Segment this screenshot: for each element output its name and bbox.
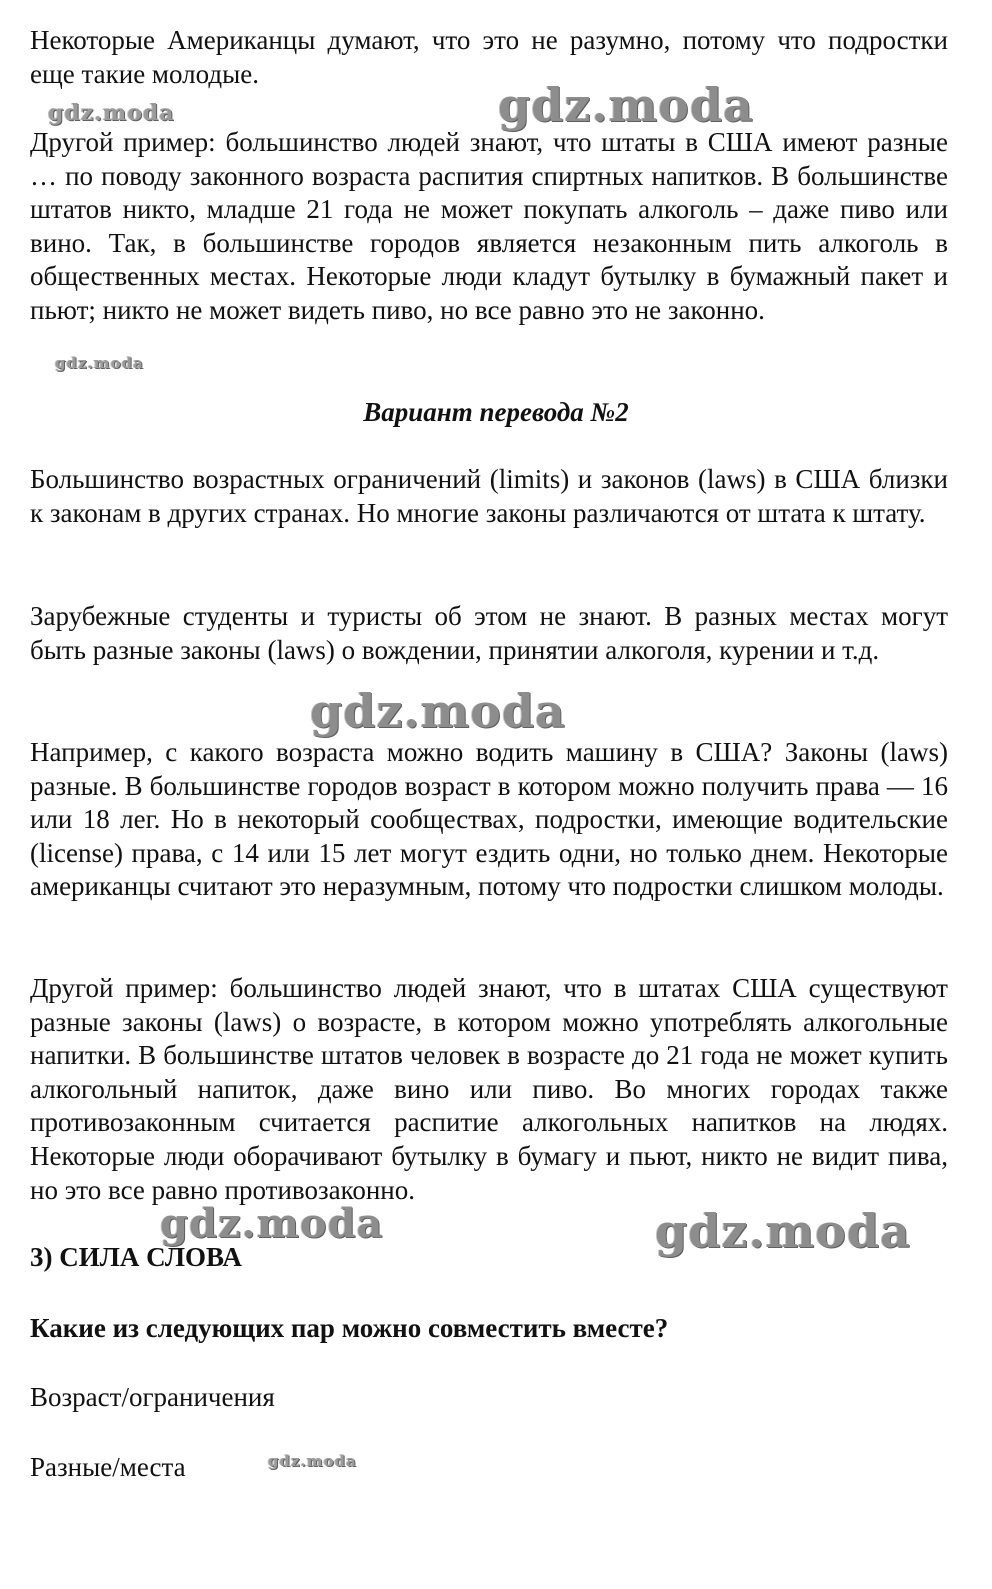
watermark: gdz.moda <box>160 1200 384 1247</box>
watermark: gdz.moda <box>268 1452 357 1470</box>
paragraph-6: Другой пример: большинство людей знают, что в штатах США существуют разные законы (laws) о возрасте, в котором можно употреблять алкогольные напитки. В большинстве штатов человек в возрасте до 21 года не может купить алкогольный напиток, даже вино или пиво. Во многих городах также противозаконным считается распитие алкогольных напитков на людях. Некоторые люди оборачивают бутылку в бумагу и пьют, никто не видит пива, но это все равно противозаконно. <box>30 973 948 1205</box>
paragraph-4: Зарубежные студенты и туристы об этом не знают. В разных местах могут быть разные законы (laws) о вождении, принятии алкоголя, курении и т.д. <box>30 601 948 665</box>
question-line: Какие из следующих пар можно совместить вместе? <box>30 1313 669 1343</box>
pair-item-2: Разные/места <box>30 1452 186 1482</box>
watermark: gdz.moda <box>655 1204 911 1258</box>
pair-item-1: Возраст/ограничения <box>30 1382 275 1412</box>
variant-heading: Вариант перевода №2 <box>363 397 629 427</box>
paragraph-5: Например, с какого возраста можно водить машину в США? Законы (laws) разные. В большинстве городов возраст в котором можно получить права — 16 или 18 лег. Но в некоторый сообществах, подростки, имеющие водительские (license) права, с 14 или 15 лет могут ездить одни, но только днем. Некоторые американцы считают это неразумным, потому что подростки слишком молоды. <box>30 737 948 902</box>
watermark: gdz.moda <box>310 684 566 738</box>
watermark: gdz.moda <box>55 354 144 372</box>
watermark: gdz.moda <box>48 100 175 126</box>
paragraph-2: Другой пример: большинство людей знают, что штаты в США имеют разные … по поводу законного возраста распития спиртных напитков. В большинстве штатов никто, младше 21 года не может покупать алкоголь – даже пиво или вино. Так, в большинстве городов является незаконным пить алкоголь в общественных местах. Некоторые люди кладут бутылку в бумажный пакет и пьют; никто не может видеть пиво, но все равно это не законно. <box>30 127 948 325</box>
paragraph-3: Большинство возрастных ограничений (limits) и законов (laws) в США близки к законам в других странах. Но многие законы различаются от штата к штату. <box>30 464 948 528</box>
paragraph-1: Некоторые Американцы думают, что это не разумно, потому что подростки еще такие молодые. <box>30 25 948 89</box>
section-title: 3) СИЛА СЛОВА <box>30 1242 242 1272</box>
watermark: gdz.moda <box>498 78 754 132</box>
